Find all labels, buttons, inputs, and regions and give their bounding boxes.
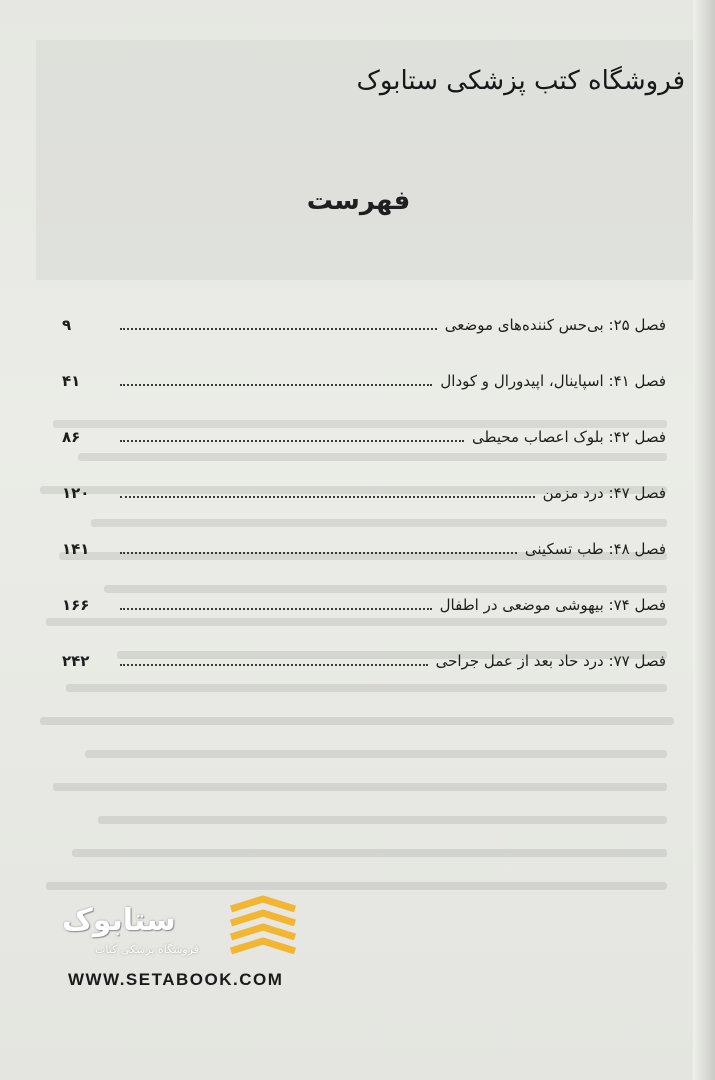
toc-page-number: ۹ [62,316,72,334]
setabook-watermark [62,895,307,970]
toc-chapter-title: فصل ۴۷: درد مزمن [542,484,666,502]
dotted-leader [120,496,535,498]
site-url[interactable]: WWW.SETABOOK.COM [68,970,284,989]
toc-page-number: ۱۴۱ [62,540,90,558]
table-of-contents [62,278,666,670]
toc-page-number: ۱۲۰ [62,484,90,502]
toc-entry [62,446,666,502]
book-spine-shadow [693,0,715,1080]
toc-chapter-title: فصل ۴۸: طب تسکینی [524,540,666,558]
dotted-leader [120,384,432,386]
toc-entry [62,614,666,670]
dotted-leader [120,552,517,554]
toc-page-number: ۸۶ [62,428,81,446]
toc-chapter-title: فصل ۲۵: بی‌حس کننده‌های موضعی [444,316,666,334]
toc-page-number: ۱۶۶ [62,596,90,614]
dotted-leader [120,608,432,610]
toc-title: فهرست [306,186,411,216]
toc-entry [62,278,666,334]
watermark-logo-subtext: فروشگاه پزشکی کتاب [95,943,199,956]
toc-page-number: ۲۴۲ [62,652,90,670]
toc-chapter-title: فصل ۷۷: درد حاد بعد از عمل جراحی [435,652,666,670]
setabook-logo-icon [227,895,299,955]
dotted-leader [120,440,464,442]
toc-entry [62,502,666,558]
toc-chapter-title: فصل ۴۱: اسپاینال، اپیدورال و کودال [440,372,666,390]
toc-entry [62,334,666,390]
dotted-leader [120,664,428,666]
toc-page-number: ۴۱ [62,372,81,390]
toc-entry [62,558,666,614]
toc-chapter-title: فصل ۴۲: بلوک اعصاب محیطی [472,428,666,446]
toc-chapter-title: فصل ۷۴: بیهوشی موضعی در اطفال [439,596,666,614]
dotted-leader [120,328,437,330]
store-title: فروشگاه کتب پزشکی ستابوک [356,66,685,96]
watermark-logo-text: ستابوک [62,903,176,938]
toc-entry [62,390,666,446]
